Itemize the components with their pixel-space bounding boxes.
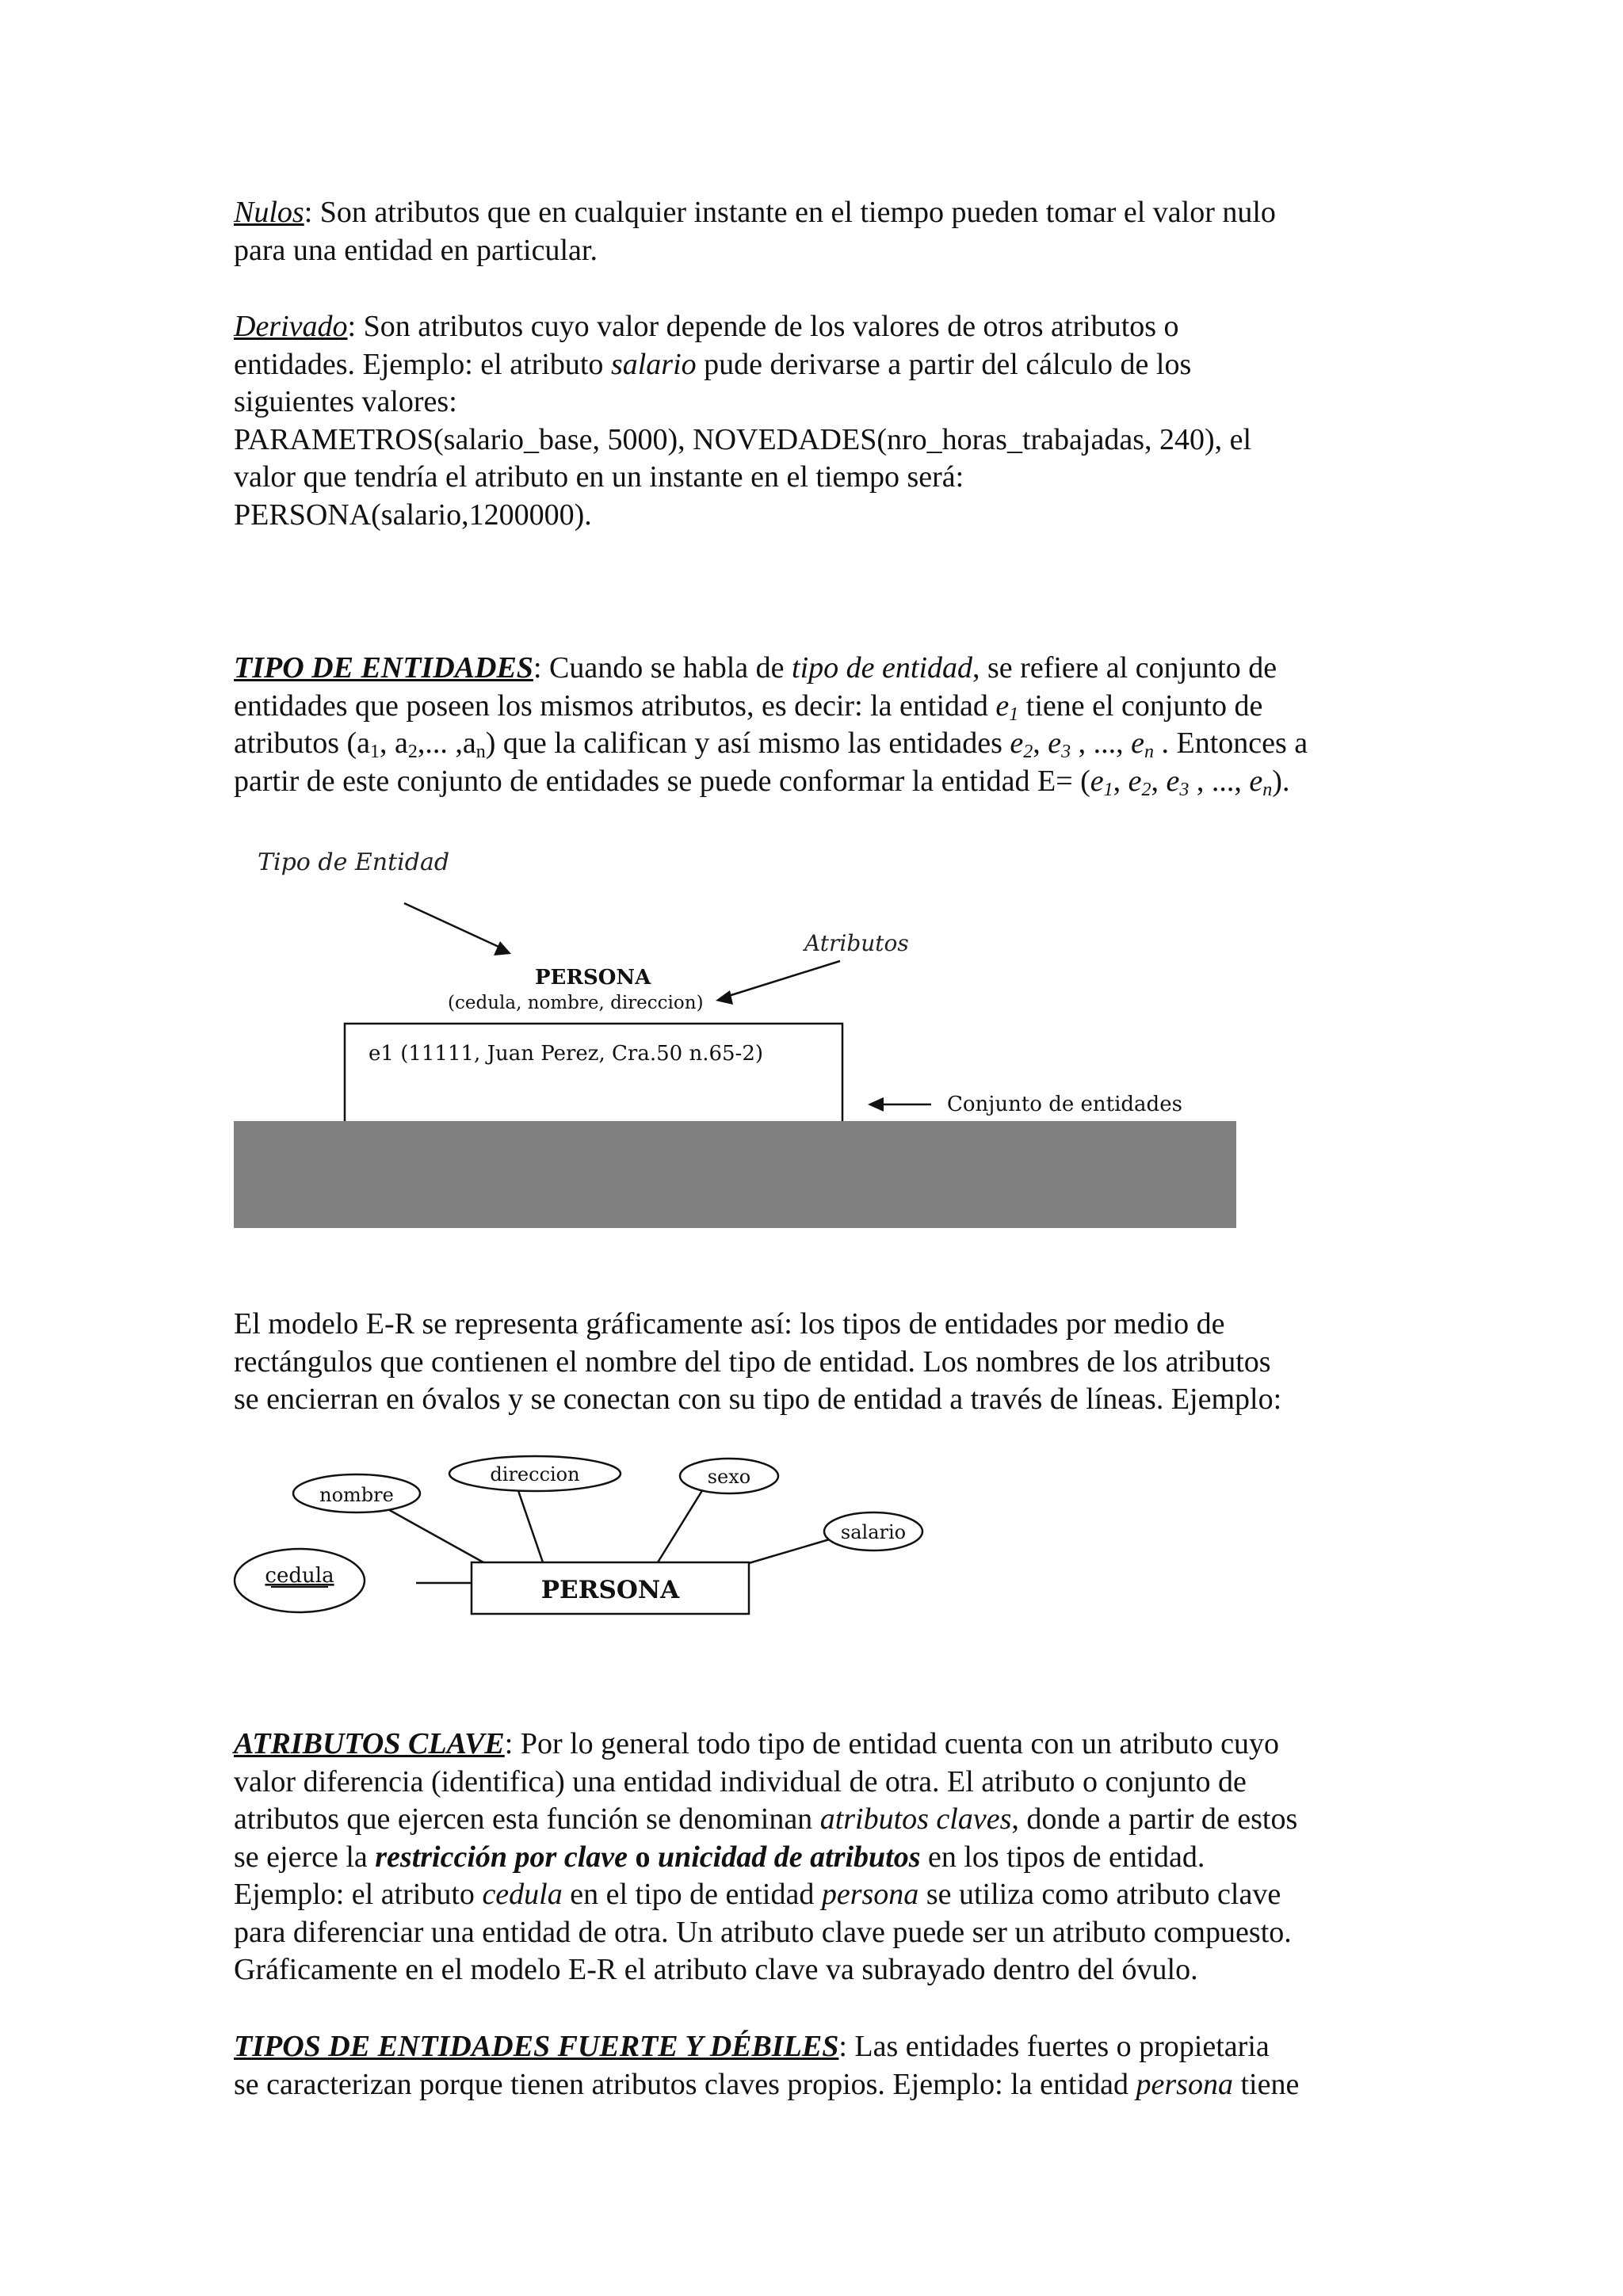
figure-redaction-band [234,1121,1236,1228]
text: se caracterizan porque tienen atributos claves propios. Ejemplo: la entidad [234,2067,1136,2101]
paragraph-entidades-fuertes [234,2028,1407,2103]
label-conjunto-entidades: Conjunto de entidades [947,1093,1182,1116]
text: ). [1272,764,1290,798]
text: para diferenciar una entidad de otra. Un atributo clave puede ser un atributo compuesto. [234,1915,1292,1949]
attr-cedula: cedula [265,1564,334,1588]
text: e [995,688,1010,723]
text: e [1249,764,1263,798]
text: persona [1136,2067,1233,2101]
text: en los tipos de entidad. [920,1840,1205,1874]
text: : Son atributos cuyo valor depende de los valores de otros atributos o [347,310,1179,343]
text: ,... ,a [417,727,476,760]
subscript: 3 [1179,779,1190,800]
text: en el tipo de entidad [562,1878,822,1911]
figure-er-diagram [230,1446,943,1624]
text: , ..., [1189,764,1250,798]
heading-tipo-entidades: TIPO DE ENTIDADES [234,651,533,685]
paragraph-atributos-clave [234,1726,1407,1989]
text: tiene [1232,2067,1300,2101]
connector-direccion [515,1482,543,1562]
text: , se refiere al conjunto de [972,651,1277,685]
paragraph-nulos [234,194,1407,269]
text: e [1166,764,1180,798]
text: valor diferencia (identifica) una entidad individual de otra. El atributo o conjunto de [234,1764,1247,1798]
text: cedula [482,1878,563,1911]
text: persona [821,1878,919,1911]
text: , [1113,764,1128,798]
text: : Las entidades fuertes o propietaria [838,2030,1270,2063]
text: se utiliza como atributo clave [918,1878,1281,1911]
entity-row-1: e1 (11111, Juan Perez, Cra.50 n.65-2) [369,1042,764,1066]
text: para una entidad en particular. [234,233,598,267]
subscript: 2 [407,742,418,762]
subscript: n [1262,779,1273,800]
arrow-atributos [721,961,840,998]
entity-name-persona: PERSONA [535,966,651,990]
subscript: 1 [1103,779,1113,800]
subscript: 3 [1061,742,1071,762]
text: , donde a partir de estos [1011,1802,1298,1836]
arrowhead-icon [494,941,511,955]
connector-sexo [658,1486,705,1562]
arrowhead-icon [716,990,733,1005]
attr-salario: salario [840,1521,907,1543]
attr-nombre: nombre [319,1484,394,1506]
text: pude derivarse a partir del cálculo de los [696,347,1192,381]
connector-salario [749,1539,832,1563]
text: El modelo E-R se representa gráficamente así: los tipos de entidades por medio de [234,1307,1225,1341]
text: PARAMETROS(salario_base, 5000), NOVEDADES(nro_horas_trabajadas, 240), el [234,422,1252,456]
text: o [627,1840,658,1874]
term-derivado: Derivado [234,310,348,343]
text: e [1128,764,1142,798]
term-nulos: Nulos [234,196,304,229]
subscript: 1 [370,742,380,762]
figure-entity-set-svg [234,840,1240,1228]
text: ) que la califican y así mismo las entidades [485,727,1010,760]
text: valor que tendría el atributo en un instante en el tiempo será: [234,460,964,494]
text: siguientes valores: [234,385,457,418]
text: unicidad de atributos [657,1840,921,1874]
text: Gráficamente en el modelo E-R el atributo clave va subrayado dentro del óvulo. [234,1953,1198,1986]
paragraph-derivado [234,308,1407,534]
text: Ejemplo: el atributo [234,1878,483,1911]
text: PERSONA(salario,1200000). [234,498,592,532]
subscript: 2 [1023,742,1033,762]
text: , a [380,727,408,760]
entity-attributes: (cedula, nombre, direccion) [448,993,704,1013]
figure-entity-set [234,840,1240,1228]
attr-sexo: sexo [707,1466,751,1488]
text: tipo de entidad [792,651,973,685]
paragraph-modelo-er [234,1306,1407,1419]
text: : Por lo general todo tipo de entidad cuenta con un atributo cuyo [504,1727,1279,1760]
label-tipo-entidad: Tipo de Entidad [258,849,450,876]
text: entidades que poseen los mismos atributos, es decir: la entidad [234,688,996,723]
text: atributos claves [819,1802,1012,1836]
text: atributos (a [234,727,371,760]
arrowhead-icon [868,1097,884,1112]
subscript: n [1144,742,1155,762]
subscript: 2 [1141,779,1151,800]
text: atributos que ejercen esta función se denominan [234,1802,820,1836]
text: tiene el conjunto de [1018,688,1263,723]
text: salario [610,347,697,381]
heading-atributos-clave: ATRIBUTOS CLAVE [234,1727,505,1760]
attr-direccion: direccion [490,1463,580,1486]
paragraph-tipo-entidades [234,650,1407,800]
entity-label-persona: PERSONA [540,1576,680,1604]
arrow-tipo-entidad [404,903,507,951]
heading-entidades-fuertes: TIPOS DE ENTIDADES FUERTE Y DÉBILES [234,2030,839,2063]
label-atributos: Atributos [804,930,909,956]
text: . Entonces a [1154,727,1308,760]
text: , [1033,727,1048,760]
text: se encierran en óvalos y se conectan con su tipo de entidad a través de líneas. Ejemplo: [234,1383,1282,1416]
subscript: n [475,742,486,762]
text: entidades. Ejemplo: el atributo [234,347,611,381]
text: partir de este conjunto de entidades se puede conformar la entidad E= ( [234,764,1090,798]
text: e [1048,727,1062,760]
text: restricción por clave [375,1840,628,1874]
text: e [1090,764,1104,798]
text: e [1010,727,1024,760]
text: se ejerce la [234,1840,376,1874]
text: : Son atributos que en cualquier instante en el tiempo pueden tomar el valor nulo [304,196,1276,229]
figure-er-diagram-svg [230,1446,943,1624]
subscript: 1 [1009,704,1019,725]
text: : Cuando se habla de [533,651,792,685]
text: , [1151,764,1167,798]
text: , ..., [1071,727,1132,760]
text: rectángulos que contienen el nombre del tipo de entidad. Los nombres de los atributos [234,1344,1271,1379]
text: e [1131,727,1145,760]
